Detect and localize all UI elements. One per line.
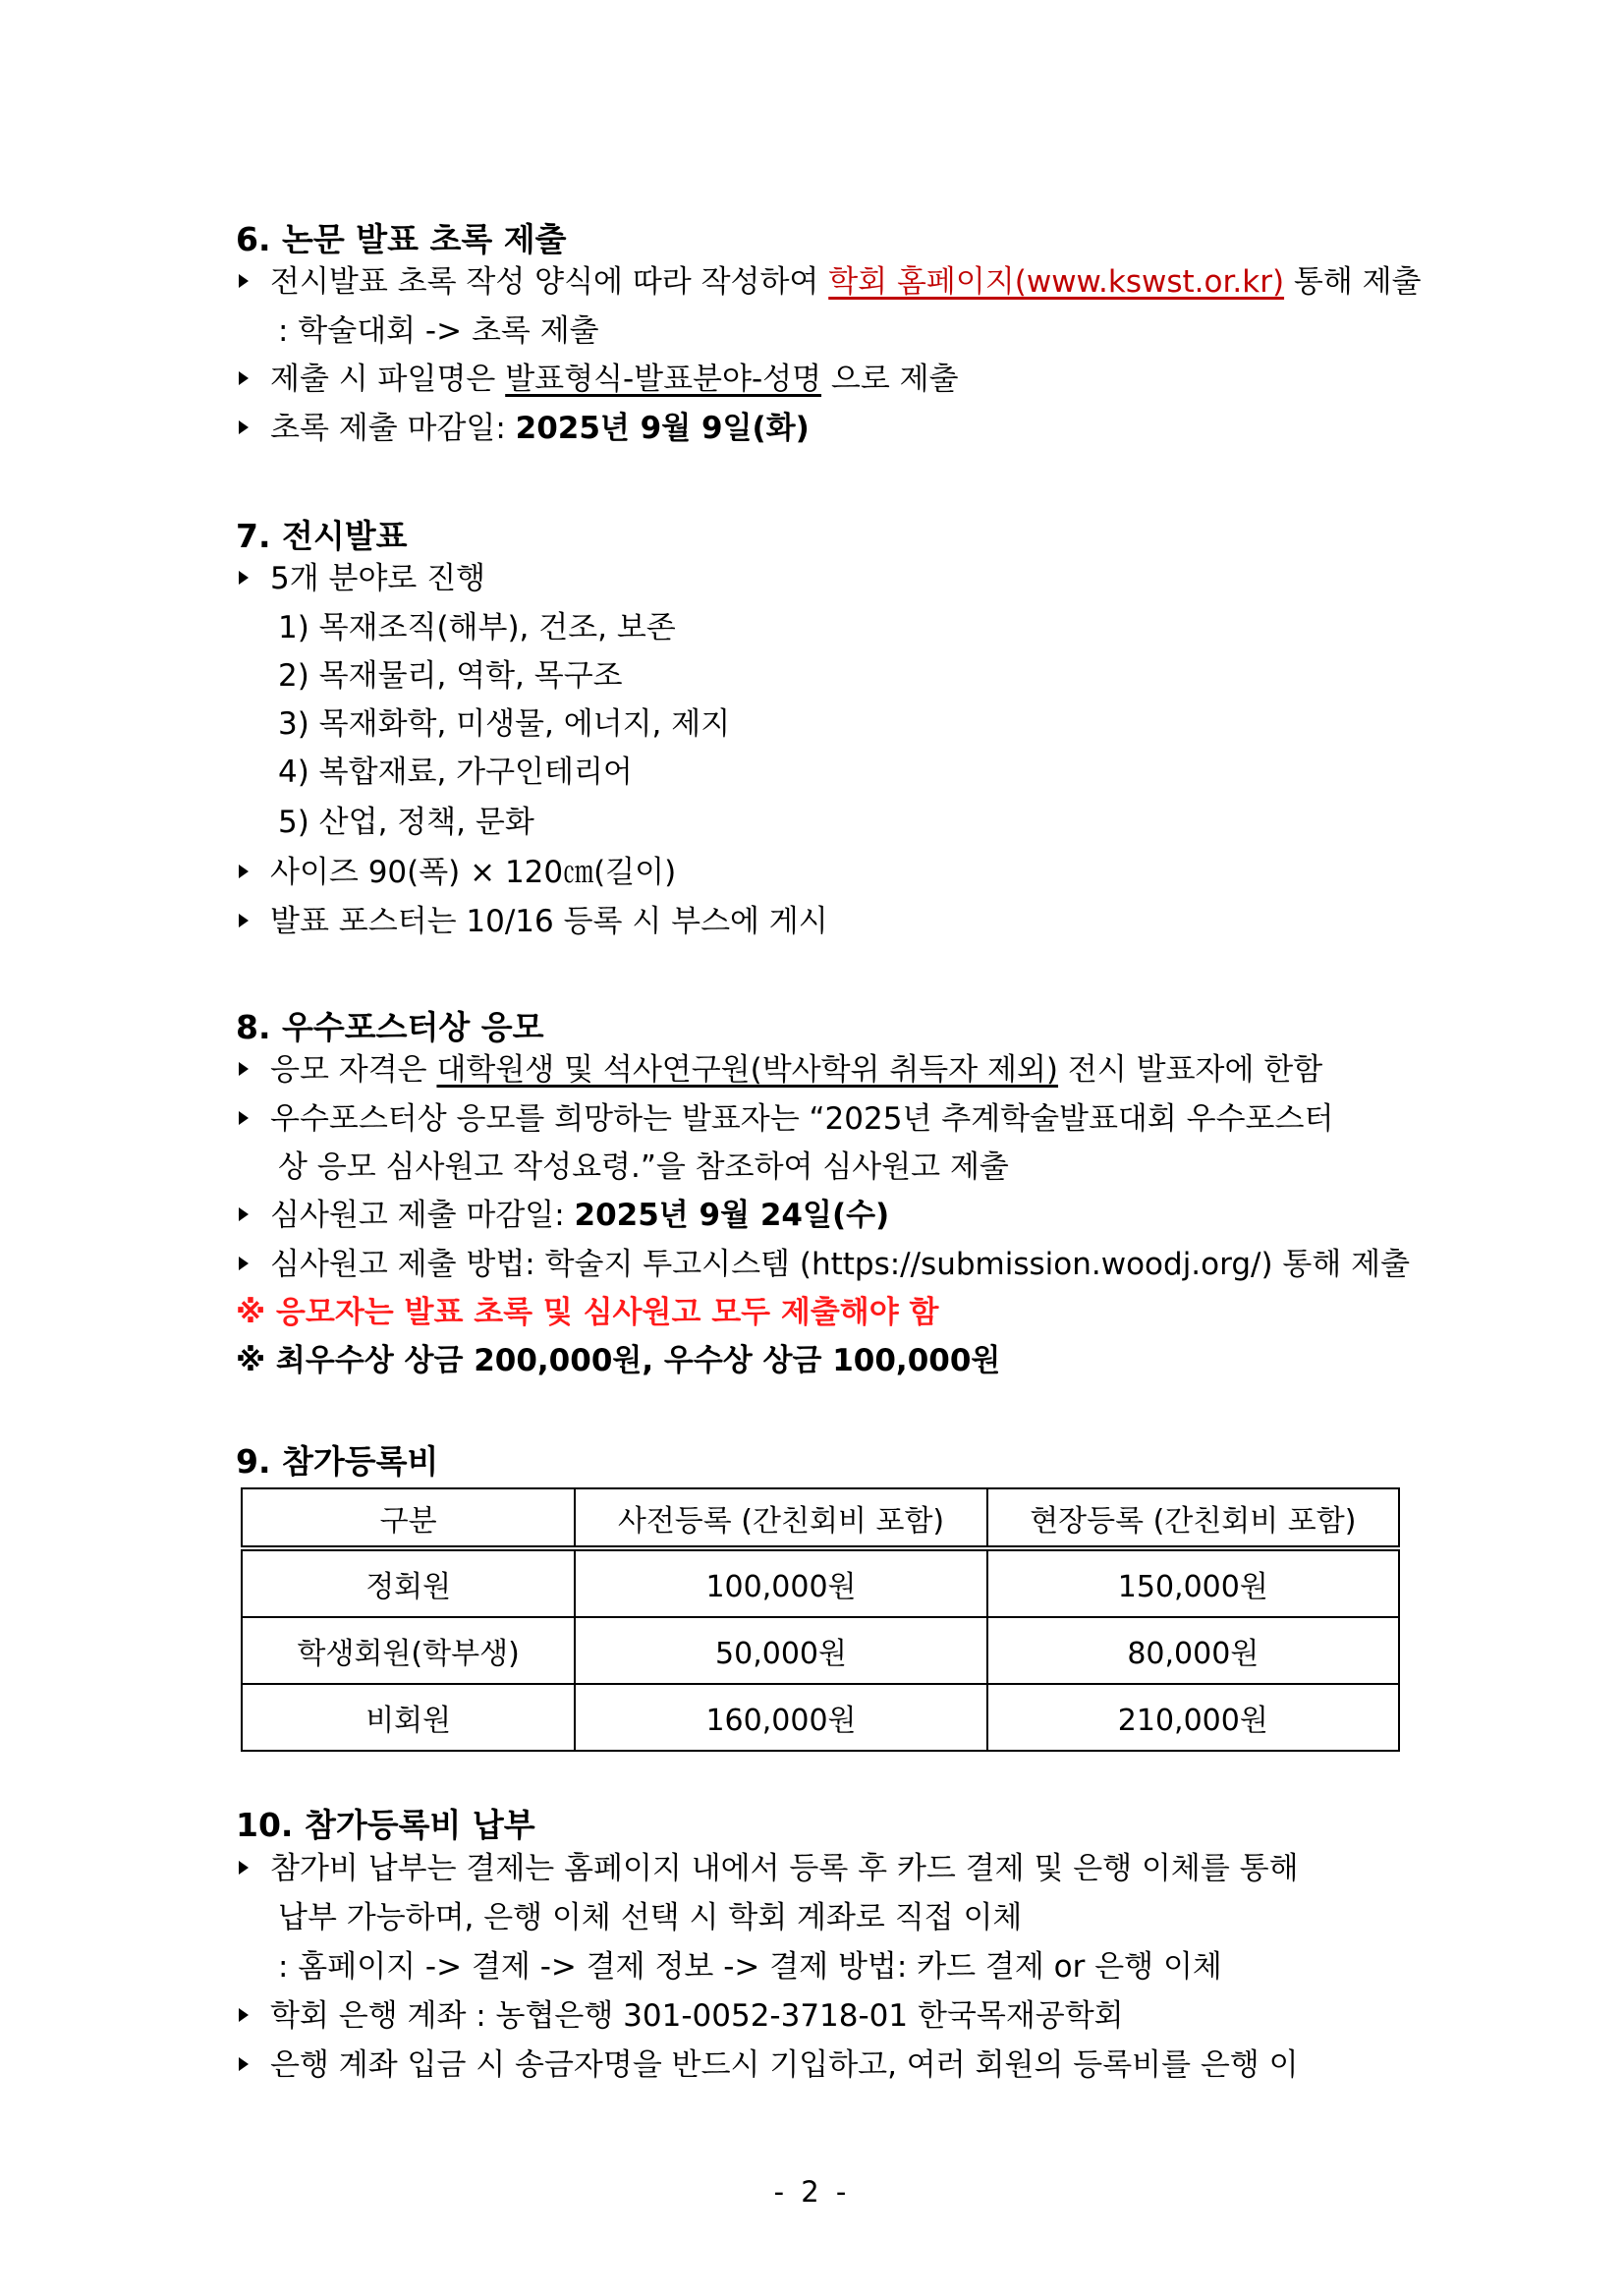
s8-bullet-2: 우수포스터상 응모를 희망하는 발표자는 “2025년 추계학술발표대회 우수포스터 <box>239 1104 1333 1135</box>
page-number: - 2 - <box>773 2175 851 2209</box>
s6-bullet-3: 초록 제출 마감일: 2025년 9월 9일(화) <box>239 414 810 444</box>
s10-bullet-2: 학회 은행 계좌 : 농협은행 301-0052-3718-01 한국목재공학회 <box>239 2001 1124 2032</box>
table-cell: 비회원 <box>242 1684 575 1751</box>
table-header-cell: 현장등록 (간친회비 포함) <box>987 1488 1399 1548</box>
table-cell: 학생회원(학부생) <box>242 1617 575 1684</box>
society-homepage-link[interactable]: 학회 홈페이지(www.kswst.or.kr) <box>828 264 1285 300</box>
bullet-triangle-icon <box>239 1207 249 1221</box>
section-8-heading: 8. 우수포스터상 응모 <box>236 1008 544 1046</box>
s7-bullet-1: 5개 분야로 진행 <box>239 564 485 594</box>
bullet-triangle-icon <box>239 274 249 288</box>
field-item: 1) 목재조직(해부), 건조, 보존 <box>278 610 676 645</box>
field-item: 5) 산업, 정책, 문화 <box>278 805 534 840</box>
bullet-triangle-icon <box>239 865 249 878</box>
s6-bullet-1: 전시발표 초록 작성 양식에 따라 작성하여 학회 홈페이지(www.kswst.or.kr) 통해 제출 <box>239 267 1422 298</box>
s10-bullet-3: 은행 계좌 입금 시 송금자명을 반드시 기입하고, 여러 회원의 등록비를 은행 이 <box>239 2050 1299 2081</box>
table-cell: 100,000원 <box>575 1548 986 1617</box>
table-cell: 210,000원 <box>987 1684 1399 1751</box>
table-cell: 50,000원 <box>575 1617 986 1684</box>
field-item: 3) 목재화학, 미생물, 에너지, 제지 <box>278 706 731 742</box>
s10-bullet-1-cont-2: : 홈페이지 -> 결제 -> 결제 정보 -> 결제 방법: 카드 결제 or 은행 이체 <box>278 1949 1222 1985</box>
s10-bullet-1-cont-1: 납부 가능하며, 은행 이체 선택 시 학회 계좌로 직접 이체 <box>278 1900 1023 1935</box>
registration-fee-table <box>241 1487 1400 1752</box>
table-cell: 정회원 <box>242 1548 575 1617</box>
table-cell: 160,000원 <box>575 1684 986 1751</box>
s8-bullet-2-cont: 상 응모 심사원고 작성요령.”을 참조하여 심사원고 제출 <box>278 1149 1009 1185</box>
s6-bullet-2: 제출 시 파일명은 발표형식-발표분야-성명 으로 제출 <box>239 364 959 395</box>
section-7-heading: 7. 전시발표 <box>236 517 408 555</box>
s7-bullet-2: 사이즈 90(폭) × 120㎝(길이) <box>239 858 676 888</box>
section-10-heading: 10. 참가등록비 납부 <box>236 1806 535 1844</box>
section-6-heading: 6. 논문 발표 초록 제출 <box>236 220 567 258</box>
s7-bullet-3: 발표 포스터는 10/16 등록 시 부스에 게시 <box>239 907 828 937</box>
table-row <box>242 1548 1399 1617</box>
bullet-triangle-icon <box>239 571 249 585</box>
s6-bullet-1-cont: : 학술대회 -> 초록 제출 <box>278 313 599 349</box>
table-cell: 150,000원 <box>987 1548 1399 1617</box>
bullet-triangle-icon <box>239 2057 249 2071</box>
table-row <box>242 1684 1399 1751</box>
table-header-cell: 구분 <box>242 1488 575 1548</box>
abstract-deadline: 2025년 9월 9일(화) <box>515 411 810 446</box>
s8-note-2: ※ 최우수상 상금 200,000원, 우수상 상금 100,000원 <box>236 1343 1001 1378</box>
s10-bullet-1: 참가비 납부는 결제는 홈페이지 내에서 등록 후 카드 결제 및 은행 이체를 통해 <box>239 1854 1299 1884</box>
s8-bullet-4: 심사원고 제출 방법: 학술지 투고시스템 (https://submission.woodj.org/) 통해 제출 <box>239 1250 1410 1280</box>
table-row <box>242 1617 1399 1684</box>
review-deadline: 2025년 9월 24일(수) <box>574 1198 890 1233</box>
bullet-triangle-icon <box>239 420 249 434</box>
bullet-triangle-icon <box>239 914 249 927</box>
bullet-triangle-icon <box>239 2008 249 2022</box>
bullet-triangle-icon <box>239 1257 249 1270</box>
table-cell: 80,000원 <box>987 1617 1399 1684</box>
section-9-heading: 9. 참가등록비 <box>236 1442 439 1481</box>
bullet-triangle-icon <box>239 1111 249 1125</box>
field-item: 4) 복합재료, 가구인테리어 <box>278 755 633 790</box>
s8-note-1: ※ 응모자는 발표 초록 및 심사원고 모두 제출해야 함 <box>236 1295 939 1330</box>
bullet-triangle-icon <box>239 1062 249 1076</box>
s8-bullet-3: 심사원고 제출 마감일: 2025년 9월 24일(수) <box>239 1201 889 1231</box>
bullet-triangle-icon <box>239 371 249 385</box>
table-header-row <box>242 1488 1399 1548</box>
bullet-triangle-icon <box>239 1861 249 1875</box>
s8-bullet-1: 응모 자격은 대학원생 및 석사연구원(박사학위 취득자 제외) 전시 발표자에 한함 <box>239 1055 1322 1086</box>
table-header-cell: 사전등록 (간친회비 포함) <box>575 1488 986 1548</box>
field-item: 2) 목재물리, 역학, 목구조 <box>278 658 623 694</box>
